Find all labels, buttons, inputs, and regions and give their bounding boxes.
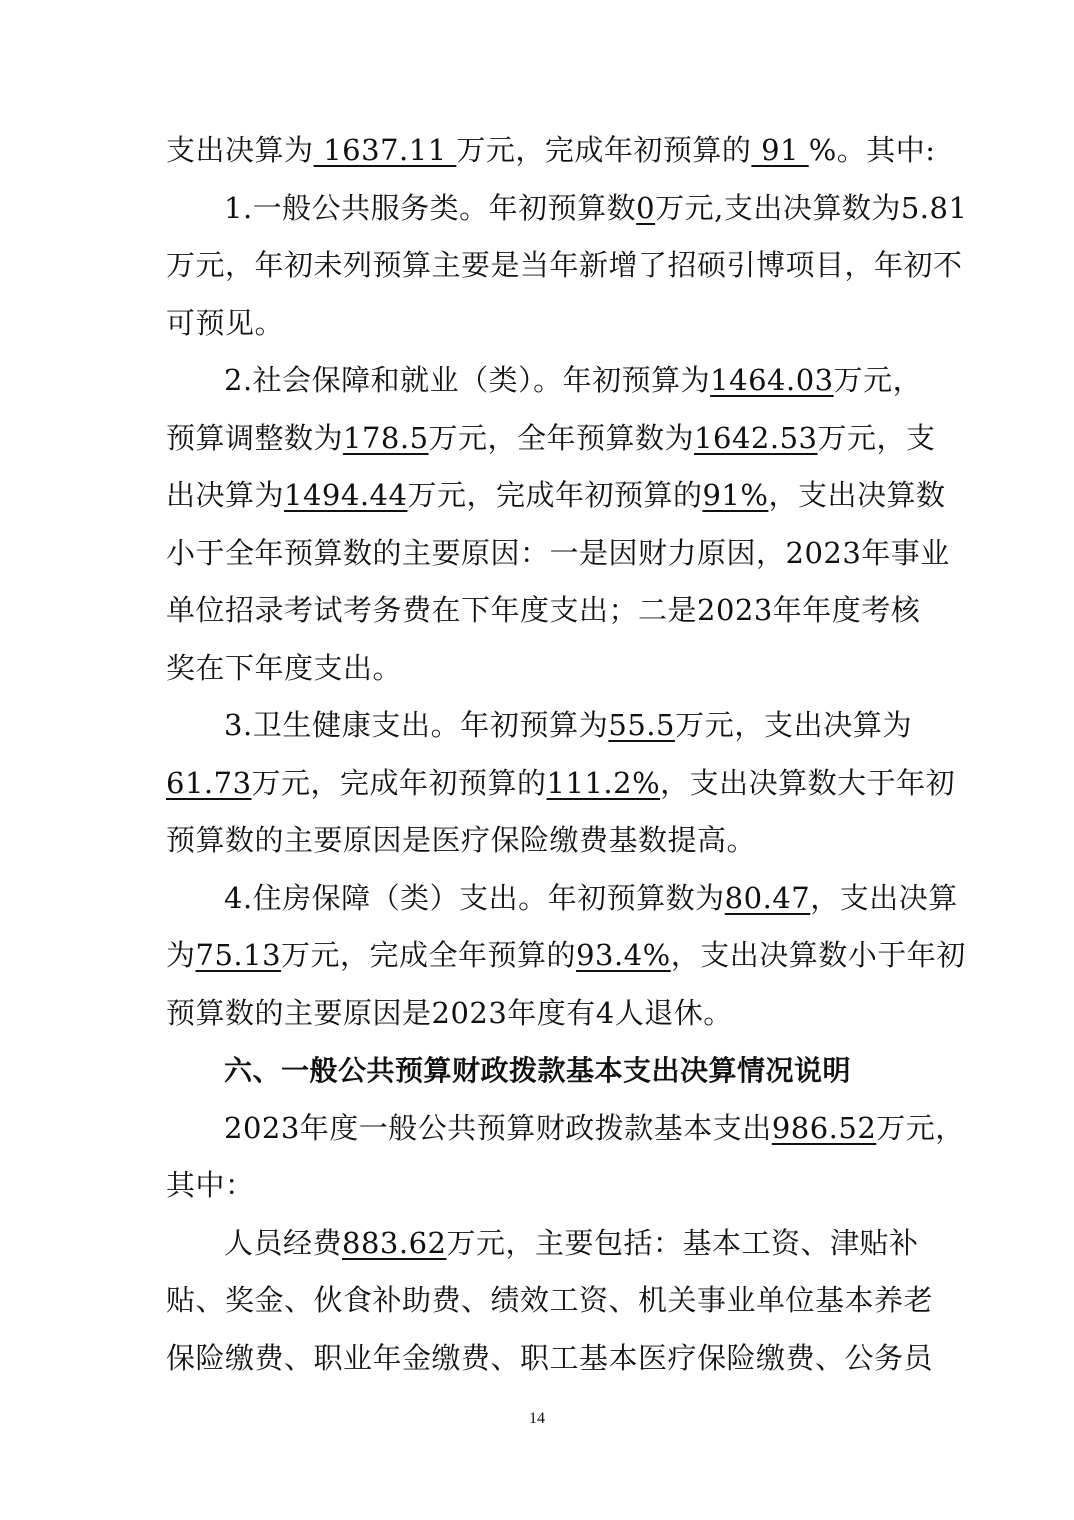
page-number: 14 bbox=[529, 1410, 545, 1427]
paragraph-line: 为75.13万元，完成全年预算的93.4%，支出决算数小于年初 bbox=[166, 938, 966, 972]
underlined-value: 61.73 bbox=[166, 765, 252, 800]
paragraph-line: 2.社会保障和就业（类）。年初预算为1464.03万元， bbox=[224, 363, 923, 397]
paragraph-line: 1.一般公共服务类。年初预算数0万元,支出决算数为5.81 bbox=[224, 190, 968, 225]
underlined-value: 1637.11 bbox=[313, 133, 457, 167]
paragraph-line: 2023年度一般公共预算财政拨款基本支出986.52万元， bbox=[224, 1110, 965, 1145]
paragraph-line: 4.住房保障（类）支出。年初预算数为80.47，支出决算 bbox=[224, 880, 958, 915]
paragraph-line: 其中： bbox=[166, 1168, 255, 1202]
paragraph-line: 预算数的主要原因是医疗保险缴费基数提高。 bbox=[166, 823, 757, 857]
underlined-value: 1642.53 bbox=[694, 420, 818, 455]
paragraph-line: 单位招录考试考务费在下年度支出；二是2023年年度考核 bbox=[166, 593, 921, 627]
paragraph-line: 人员经费883.62万元，主要包括：基本工资、津贴补 bbox=[224, 1225, 919, 1260]
underlined-value: 80.47 bbox=[724, 880, 811, 915]
underlined-value: 91 bbox=[751, 133, 809, 167]
paragraph-line: 预算调整数为178.5万元，全年预算数为1642.53万元，支 bbox=[166, 420, 936, 455]
paragraph-line: 支出决算为 1637.11 万元，完成年初预算的 91 %。其中: bbox=[166, 133, 936, 167]
paragraph-line: 保险缴费、职业年金缴费、职工基本医疗保险缴费、公务员 bbox=[166, 1340, 934, 1375]
underlined-value: 1464.03 bbox=[710, 363, 834, 397]
paragraph-line: 小于全年预算数的主要原因：一是因财力原因，2023年事业 bbox=[166, 535, 950, 570]
underlined-value: 75.13 bbox=[195, 938, 282, 972]
underlined-value: 55.5 bbox=[608, 708, 675, 742]
paragraph-line: 预算数的主要原因是2023年度有4人退休。 bbox=[166, 995, 733, 1030]
underlined-value: 883.62 bbox=[342, 1225, 447, 1260]
underlined-value: 1494.44 bbox=[284, 478, 408, 512]
underlined-value: 93.4% bbox=[576, 938, 671, 972]
underlined-value: 178.5 bbox=[343, 420, 429, 455]
body-text bbox=[166, 122, 968, 1387]
paragraph-line: 61.73万元，完成年初预算的111.2%，支出决算数大于年初 bbox=[166, 765, 956, 800]
underlined-value: 986.52 bbox=[771, 1110, 877, 1145]
paragraph-line: 出决算为1494.44万元，完成年初预算的91%，支出决算数 bbox=[166, 478, 946, 512]
paragraph-line: 3.卫生健康支出。年初预算为55.5万元，支出决算为 bbox=[224, 708, 912, 742]
paragraph-line: 万元，年初未列预算主要是当年新增了招硕引博项目，年初不 bbox=[166, 248, 963, 282]
underlined-value: 111.2% bbox=[546, 765, 661, 800]
paragraph-line: 贴、奖金、伙食补助费、绩效工资、机关事业单位基本养老 bbox=[166, 1283, 934, 1317]
paragraph-line: 可预见。 bbox=[166, 305, 285, 340]
underlined-value: 0 bbox=[636, 190, 656, 225]
underlined-value: 91% bbox=[702, 478, 769, 512]
paragraph-line: 奖在下年度支出。 bbox=[166, 650, 403, 685]
section-heading: 六、一般公共预算财政拨款基本支出决算情况说明 bbox=[224, 1054, 852, 1087]
